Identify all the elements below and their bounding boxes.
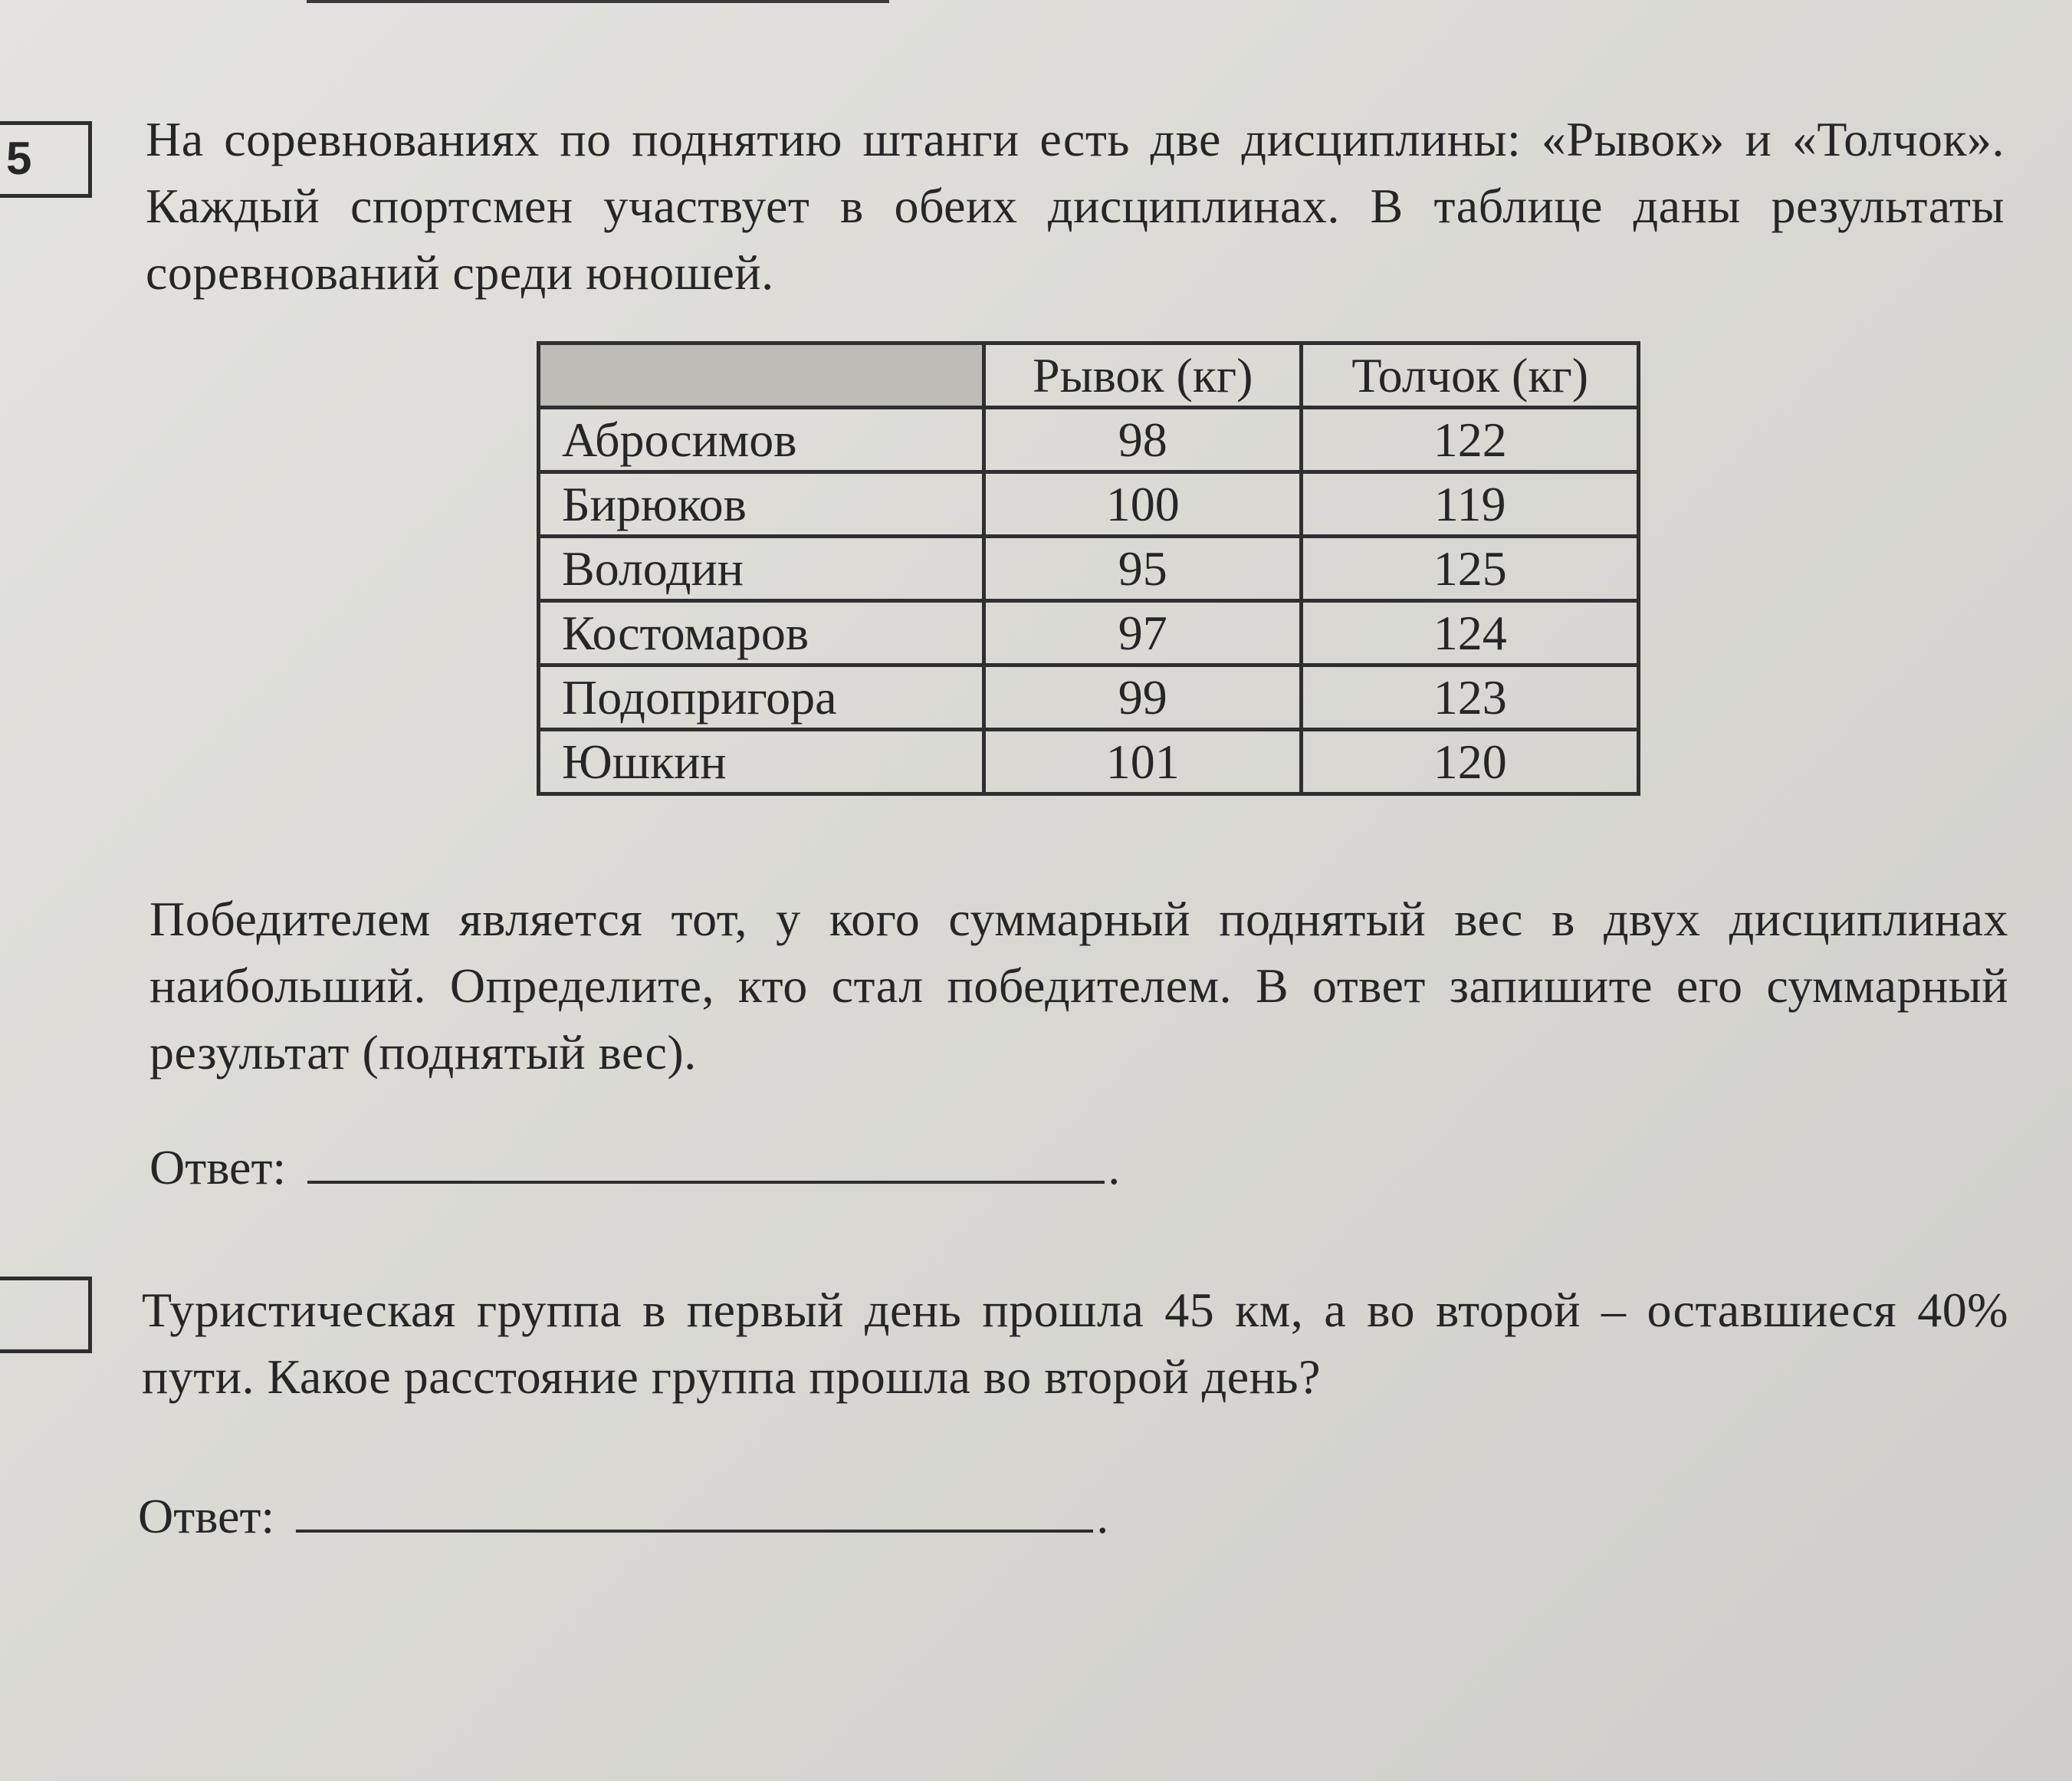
task-5-question: Победителем является тот, у кого суммарный поднятый вес в двух дисциплинах наибольший. Определите, кто стал победителем. В ответ запишите его суммарный результат (поднятый вес). xyxy=(149,892,2008,1079)
athlete-name: Володин xyxy=(539,537,984,601)
jerk-value: 120 xyxy=(1302,730,1639,794)
snatch-value: 99 xyxy=(984,665,1302,730)
task-6-number-box xyxy=(0,1277,92,1353)
jerk-value: 124 xyxy=(1302,601,1639,665)
snatch-value: 97 xyxy=(984,601,1302,665)
athlete-name: Абросимов xyxy=(539,408,984,472)
previous-answer-line xyxy=(307,0,889,3)
jerk-value: 119 xyxy=(1302,472,1639,537)
task-5-answer-label: Ответ: xyxy=(149,1140,287,1194)
snatch-value: 101 xyxy=(984,730,1302,794)
jerk-value: 123 xyxy=(1302,665,1639,730)
table-row xyxy=(539,472,1639,537)
task-5-number: 5 xyxy=(6,133,32,184)
task-6-answer-field[interactable] xyxy=(296,1484,1093,1533)
jerk-value: 125 xyxy=(1302,537,1639,601)
task-5-intro: На соревнованиях по поднятию штанги есть две дисциплины: «Рывок» и «Толчок». Каждый спортсмен участвует в обеих дисциплинах. В таблице даны результаты соревнований среди юношей. xyxy=(146,112,2005,300)
task-5-answer-row: Ответ: . xyxy=(149,1135,1120,1198)
results-table xyxy=(537,341,1640,796)
athlete-name: Костомаров xyxy=(539,601,984,665)
task-5-answer-field[interactable] xyxy=(307,1135,1105,1184)
table-row xyxy=(539,730,1639,794)
athlete-name: Юшкин xyxy=(539,730,984,794)
table-header-snatch: Рывок (кг) xyxy=(984,343,1302,408)
table-header-jerk: Толчок (кг) xyxy=(1302,343,1639,408)
table-header-row xyxy=(539,343,1639,408)
task-6-answer-row: Ответ: . xyxy=(138,1484,1108,1547)
table-row xyxy=(539,601,1639,665)
table-row xyxy=(539,537,1639,601)
task-6-answer-label: Ответ: xyxy=(138,1489,275,1543)
task-5-number-box xyxy=(0,121,92,198)
task-6-text: Туристическая группа в первый день прошла 45 км, а во второй – оставшиеся 40% пути. Какое расстояние группа прошла во второй день? xyxy=(142,1283,2008,1404)
snatch-value: 95 xyxy=(984,537,1302,601)
jerk-value: 122 xyxy=(1302,408,1639,472)
table-row xyxy=(539,665,1639,730)
snatch-value: 100 xyxy=(984,472,1302,537)
athlete-name: Подопригора xyxy=(539,665,984,730)
table-header-corner xyxy=(539,343,984,408)
athlete-name: Бирюков xyxy=(539,472,984,537)
snatch-value: 98 xyxy=(984,408,1302,472)
table-row xyxy=(539,408,1639,472)
